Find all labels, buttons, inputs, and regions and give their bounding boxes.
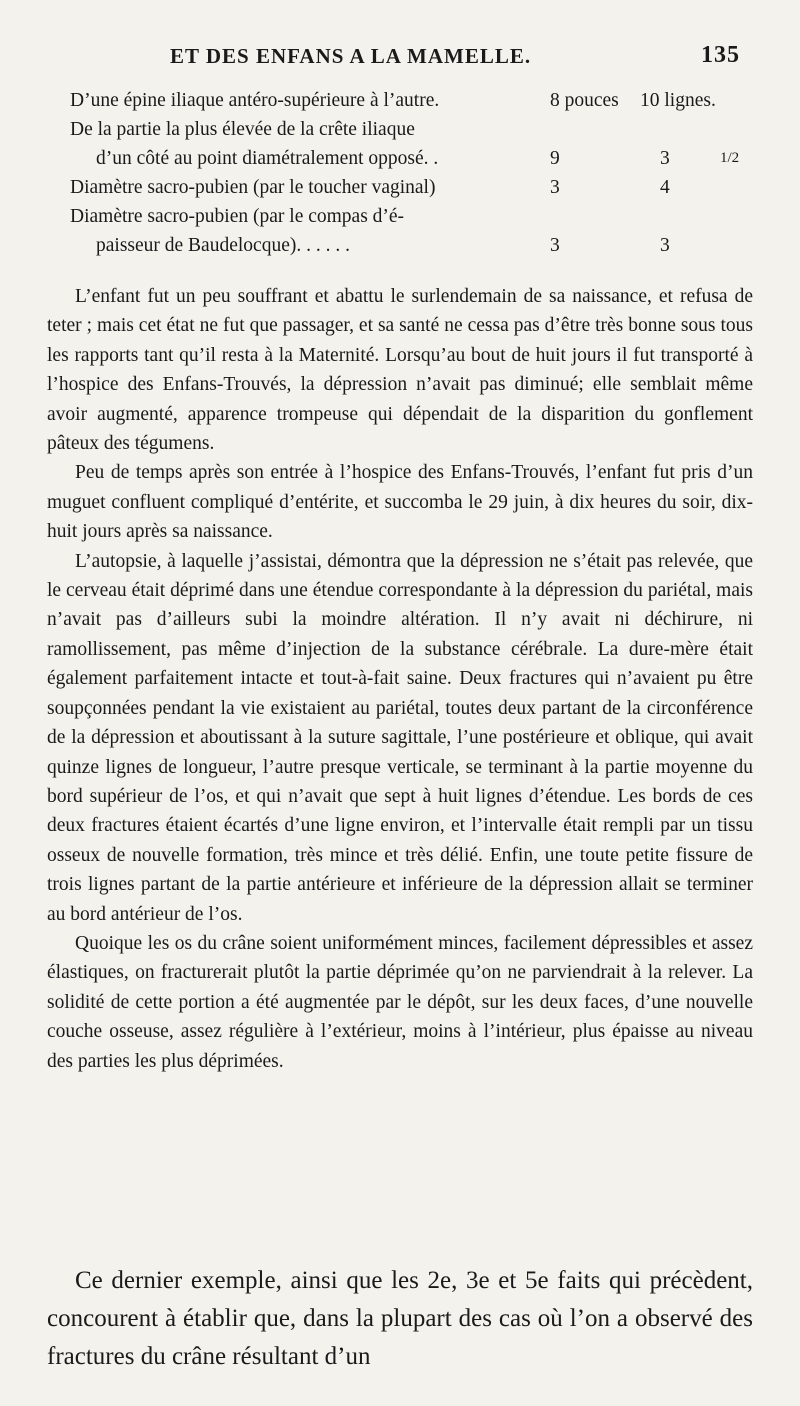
measurement-label: D’une épine iliaque antéro-supérieure à l’autre. (70, 90, 440, 111)
measurement-value-3: 1/2 (720, 150, 740, 166)
measurement-value-1: 9 (550, 148, 560, 169)
measurement-row (70, 144, 750, 173)
measurement-label: De la partie la plus élevée de la crête iliaque (70, 119, 415, 140)
page-header (80, 40, 740, 74)
measurement-value-1: 3 (550, 235, 560, 256)
measurement-row (70, 86, 750, 115)
measurement-value-1: 3 (550, 177, 560, 198)
measurement-table (70, 86, 750, 260)
paragraph: Peu de temps après son entrée à l’hospice des Enfans-Trouvés, l’enfant fut pris d’un muguet confluent compliqué d’entérite, et succomba le 29 juin, à dix heures du soir, dix-huit jours après sa naissance. (47, 462, 753, 543)
measurement-value-2: 10 lignes. (640, 90, 716, 111)
paragraph: L’enfant fut un peu souffrant et abattu le surlendemain de sa naissance, et refusa de teter ; mais cet état ne fut que passager, et sa santé ne cessa pas d’être très bonne sous tous les rapports tant qu’il resta à la Maternité. Lorsqu’au bout de huit jours il fut transporté à l’hospice des Enfans-Trouvés, la dépression n’avait pas diminué; elle semblait même avoir augmenté, apparence trompeuse qui dépendait de la disparition du gonflement pâteux des tégumens. (47, 286, 753, 455)
paragraph-large: Ce dernier exemple, ainsi que les 2e, 3e et 5e faits qui précèdent, concourent à établir que, dans la plupart des cas où l’on a observé des fractures du crâne résultant d’un (47, 1267, 753, 1370)
measurement-label: Diamètre sacro-pubien (par le compas d’é- (70, 206, 405, 227)
measurement-label: d’un côté au point diamétralement opposé. . (96, 148, 439, 169)
measurement-value-2: 3 (660, 235, 670, 256)
measurement-row (70, 202, 750, 231)
body-text (47, 282, 753, 1076)
paragraph: L’autopsie, à laquelle j’assistai, démontra que la dépression ne s’était pas relevée, que le cerveau était déprimé dans une étendue correspondante à la dépression du pariétal, mais n’avait pas d’ailleurs subi la moindre altération. Il n’y avait ni déchirure, ni ramollissement, pas même d’injection de la substance cérébrale. La dure-mère était également parfaitement intacte et tout-à-fait saine. Deux fractures qui n’avaient pu être soupçonnées pendant la vie existaient au pariétal, toutes deux partant de la circonférence de la dépression et aboutissant à la suture sagittale, l’une postérieure et oblique, qui avait quinze lignes de longueur, l’autre presque verticale, se terminant à la partie moyenne du bord supérieur de l’os, et qui n’avait que sept à huit lignes d’étendue. Les bords de ces deux fractures étaient écartés d’une ligne environ, et l’intervalle était rempli par un tissu osseux de nouvelle formation, très mince et très délié. Enfin, une toute petite fissure de trois lignes partant de la partie antérieure et inférieure de la dépression allait se terminer au bord antérieur de l’os. (47, 550, 753, 925)
page-number: 135 (701, 42, 740, 68)
measurement-label: Diamètre sacro-pubien (par le toucher vaginal) (70, 177, 436, 198)
measurement-label: paisseur de Baudelocque). . . . . . (96, 235, 350, 256)
paragraph: Quoique les os du crâne soient uniformément minces, facilement dépressibles et assez élastiques, on fracturerait plutôt la partie déprimée qu’on ne parviendrait à la relever. La solidité de cette portion a été augmentée par le dépôt, sur les deux faces, d’une nouvelle couche osseuse, assez régulière à l’extérieur, moins à l’intérieur, plus épaisse au niveau des parties les plus déprimées. (47, 932, 753, 1072)
measurement-value-2: 3 (660, 148, 670, 169)
measurement-row (70, 115, 750, 144)
measurement-row (70, 231, 750, 260)
large-text (47, 1262, 753, 1376)
measurement-value-1: 8 pouces (550, 90, 619, 111)
running-title: ET DES ENFANS A LA MAMELLE. (170, 44, 532, 68)
measurement-value-2: 4 (660, 177, 670, 198)
measurement-row (70, 173, 750, 202)
